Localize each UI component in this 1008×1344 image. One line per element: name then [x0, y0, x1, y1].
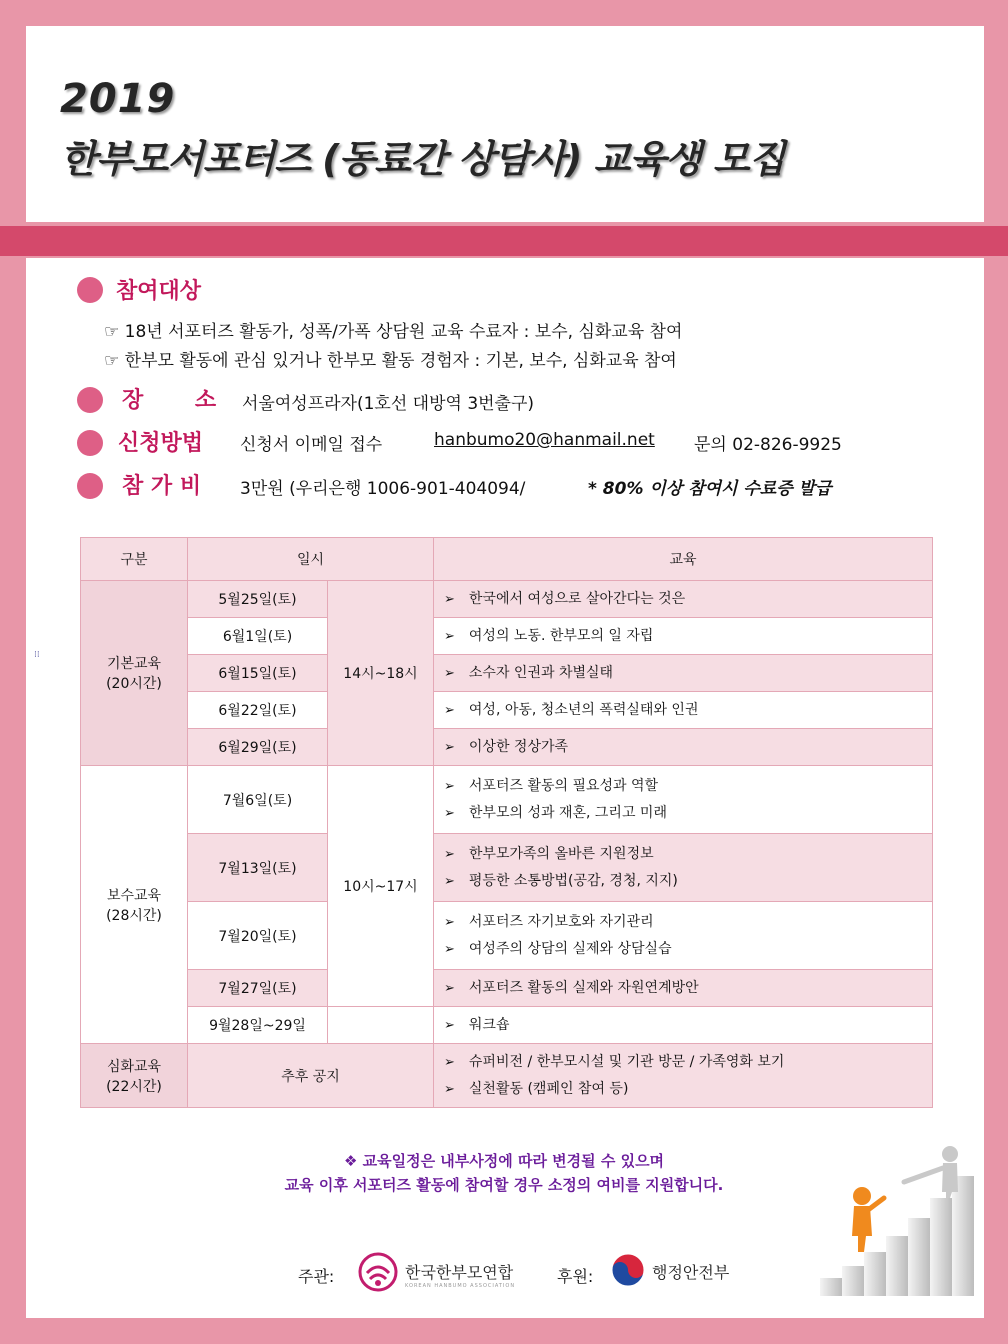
table-header-row [81, 538, 933, 581]
sponsor-name: 행정안전부 [652, 1263, 730, 1282]
header-card [26, 26, 984, 222]
table-row [81, 581, 933, 618]
schedule-table [80, 537, 933, 1108]
category-hours: (22시간) [106, 1078, 162, 1095]
apply-email-link[interactable]: hanbumo20@hanmail.net [434, 430, 655, 450]
title-year: 2019 [60, 76, 176, 122]
category-hours: (20시간) [106, 676, 162, 692]
time-cell: 14시~18시 [328, 581, 434, 766]
time-cell: 10시~17시 [328, 766, 434, 1007]
topic-cell [434, 766, 933, 834]
date-cell: 6월1일(토) [188, 618, 328, 655]
decorative-dots: ⁞⁞ [34, 650, 40, 660]
topic-item: ➢ 이상한 정상가족 [444, 734, 932, 761]
fee-value: 3만원 (우리은행 1006-901-404094/ [240, 479, 526, 499]
schedule-cell: 추후 공지 [188, 1044, 434, 1108]
table-row [81, 618, 933, 655]
date-cell: 7월20일(토) [188, 902, 328, 970]
target-line-1: ☞ 18년 서포터즈 활동가, 성폭/가폭 상담원 교육 수료자 : 보수, 심화교육 참여 [104, 322, 683, 342]
host-label: 주관: [298, 1267, 335, 1286]
category-name: 보수교육 [106, 887, 162, 904]
place-label: 장 소 [122, 388, 239, 413]
category-hours: (28시간) [106, 907, 162, 924]
bullet-dot [77, 387, 103, 413]
topic-cell [434, 1007, 933, 1044]
category-intensive [81, 1044, 188, 1108]
date-cell: 6월15일(토) [188, 655, 328, 692]
header-category: 구분 [81, 538, 188, 581]
fee-note: * 80% 이상 참여시 수료증 발급 [588, 479, 832, 499]
notice-line-2: 교육 이후 서포터즈 활동에 참여할 경우 소정의 여비를 지원합니다. [284, 1176, 724, 1194]
page-title: 한부모서포터즈 (동료간 상담사) 교육생 모집 [60, 137, 785, 181]
category-name: 기본교육 [106, 656, 162, 672]
bullet-dot [77, 277, 103, 303]
target-line-2: ☞ 한부모 활동에 관심 있거나 한부모 활동 경험자 : 기본, 보수, 심화교육 참여 [104, 351, 677, 371]
topic-cell [434, 902, 933, 970]
sponsor-logo-icon [610, 1252, 646, 1288]
date-cell: 7월6일(토) [188, 766, 328, 834]
table-row [81, 729, 933, 766]
table-row [81, 834, 933, 902]
topic-cell [434, 970, 933, 1007]
table-row [81, 970, 933, 1007]
stairs-figures-illustration [800, 1140, 980, 1300]
place-value: 서울여성프라자(1호선 대방역 3번출구) [242, 394, 535, 414]
date-cell: 9월28일~29일 [188, 1007, 328, 1044]
topic-item: ➢ 여성의 노동. 한부모의 일 자립 [444, 623, 932, 650]
host-subtitle: KOREAN HANBUMO ASSOCIATION [405, 1283, 516, 1289]
topic-cell [434, 618, 933, 655]
topic-item: ➢ 한부모의 성과 재혼, 그리고 미래 [444, 800, 932, 827]
topic-cell [434, 1044, 933, 1108]
topic-cell [434, 834, 933, 902]
date-cell: 7월27일(토) [188, 970, 328, 1007]
date-cell: 6월29일(토) [188, 729, 328, 766]
category-name: 심화교육 [106, 1058, 162, 1075]
host-name: 한국한부모연합 [405, 1263, 514, 1282]
header-education: 교육 [434, 538, 933, 581]
topic-item: ➢ 소수자 인권과 차별실태 [444, 660, 932, 687]
topic-item: ➢ 평등한 소통방법(공감, 경청, 지지) [444, 868, 932, 895]
topic-item: ➢ 여성주의 상담의 실제와 상담실습 [444, 936, 932, 963]
topic-item: ➢ 한국에서 여성으로 살아간다는 것은 [444, 586, 932, 613]
topic-cell [434, 729, 933, 766]
topic-item: ➢ 실천활동 (캠페인 참여 등) [444, 1076, 932, 1103]
date-cell: 7월13일(토) [188, 834, 328, 902]
topic-item: ➢ 여성, 아동, 청소년의 폭력실태와 인권 [444, 697, 932, 724]
divider-band [0, 226, 1008, 256]
category-basic [81, 581, 188, 766]
topic-item: ➢ 한부모가족의 올바른 지원정보 [444, 841, 932, 868]
host-logo-icon [358, 1252, 398, 1292]
header-datetime: 일시 [188, 538, 434, 581]
target-label: 참여대상 [116, 279, 202, 304]
table-row [81, 692, 933, 729]
apply-text: 신청서 이메일 접수 [240, 435, 383, 455]
category-advanced [81, 766, 188, 1044]
topic-item: ➢ 슈퍼비전 / 한부모시설 및 기관 방문 / 가족영화 보기 [444, 1049, 932, 1076]
topic-cell [434, 692, 933, 729]
date-cell: 6월22일(토) [188, 692, 328, 729]
table-row [81, 766, 933, 834]
date-cell: 5월25일(토) [188, 581, 328, 618]
table-row [81, 655, 933, 692]
notice-line-1: ❖ 교육일정은 내부사정에 따라 변경될 수 있으며 [343, 1152, 665, 1170]
topic-item: ➢ 워크숍 [444, 1012, 932, 1039]
topic-item: ➢ 서포터즈 자기보호와 자기관리 [444, 909, 932, 936]
fee-label: 참 가 비 [122, 474, 202, 499]
table-row [81, 1044, 933, 1108]
topic-item: ➢ 서포터즈 활동의 실제와 자원연계방안 [444, 975, 932, 1002]
table-row [81, 902, 933, 970]
topic-item: ➢ 서포터즈 활동의 필요성과 역할 [444, 773, 932, 800]
contact-phone: 문의 02-826-9925 [694, 435, 842, 455]
sponsor-label: 후원: [557, 1267, 594, 1286]
table-row [81, 1007, 933, 1044]
bullet-dot [77, 430, 103, 456]
apply-label: 신청방법 [118, 431, 204, 456]
topic-cell [434, 581, 933, 618]
bullet-dot [77, 473, 103, 499]
topic-cell [434, 655, 933, 692]
time-cell-empty [328, 1007, 434, 1044]
